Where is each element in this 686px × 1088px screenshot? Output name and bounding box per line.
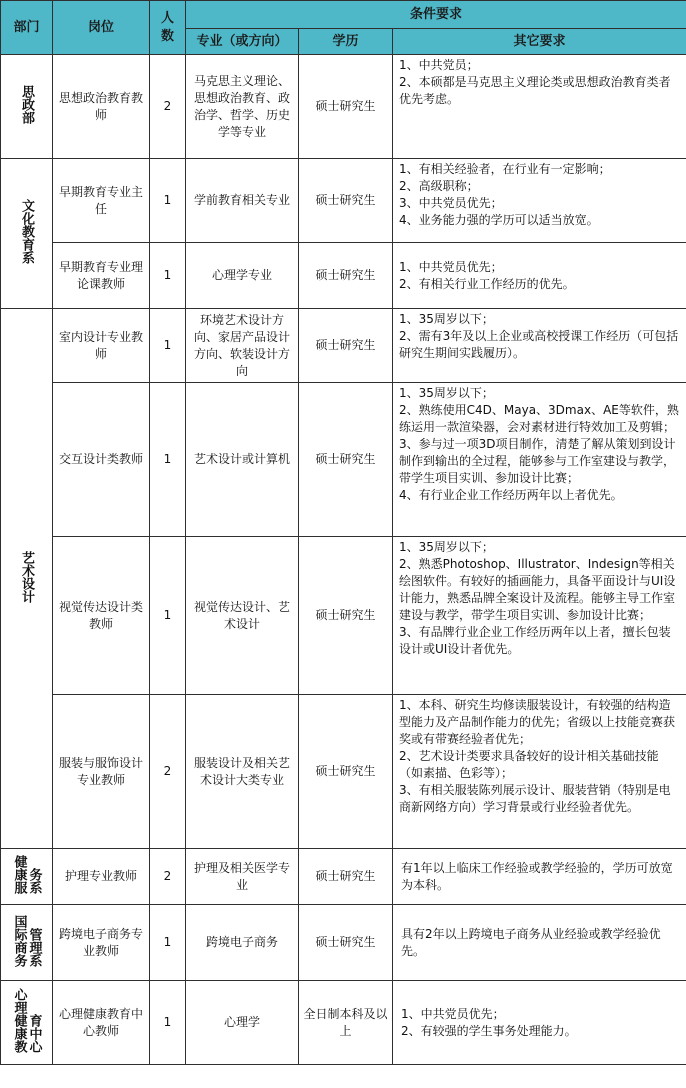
table-row [1,55,686,159]
table-row [1,309,686,383]
count-cell: 1 [150,981,186,1065]
table-row [1,159,686,243]
position-cell: 护理专业教师 [53,849,150,905]
major-cell: 护理及相关医学专业 [186,849,299,905]
requirement-line: 1、35周岁以下； [399,540,494,554]
table-row [1,849,686,905]
header-position: 岗位 [53,1,150,55]
requirement-line: 2、艺术设计类要求具备较好的设计相关基础技能（如素描、色彩等）； [399,749,659,780]
requirement-line: 具有2年以上跨境电子商务从业经验或教学经验优先。 [401,926,661,958]
education-cell: 硕士研究生 [299,55,393,159]
position-cell: 视觉传达设计类教师 [53,537,150,695]
education-cell: 硕士研究生 [299,159,393,243]
requirement-line: 2、有相关行业工作经历的优先。 [399,276,575,291]
education-cell: 硕士研究生 [299,537,393,695]
requirement-line: 1、中共党员优先； [401,1006,505,1021]
major-cell: 心理学专业 [186,243,299,309]
dept-cell [1,309,53,849]
position-cell: 服装与服饰设计专业教师 [53,695,150,849]
requirement-line: 4、业务能力强的学历可以适当放宽。 [399,213,599,227]
requirement-line: 2、需有3年及以上企业或高校授课工作经历（可包括研究生期间实践履历）。 [399,329,679,360]
count-cell: 1 [150,383,186,537]
requirement-line: 3、有品牌行业企业工作经历两年以上者，擅长包装设计或UI设计者优先。 [399,625,671,656]
count-cell: 1 [150,243,186,309]
requirements-cell [393,383,686,537]
dept-label: 思政部 [19,85,34,124]
dept-label-b: 育中心 [26,1014,42,1053]
requirements-cell [393,905,686,981]
header-conditions: 条件要求 [186,1,686,29]
count-cell: 2 [150,849,186,905]
requirement-line: 2、本硕都是马克思主义理论类或思想政治教育类者优先考虑。 [399,75,671,106]
major-cell: 心理学 [186,981,299,1065]
requirement-line: 1、35周岁以下； [399,386,494,400]
position-cell: 思想政治教育教师 [53,55,150,159]
major-cell: 环境艺术设计方向、家居产品设计方向、软装设计方向 [186,309,299,383]
position-cell: 室内设计专业教师 [53,309,150,383]
table-row [1,905,686,981]
education-cell: 硕士研究生 [299,695,393,849]
position-cell: 早期教育专业理论课教师 [53,243,150,309]
requirements-cell [393,309,686,383]
major-cell: 跨境电子商务 [186,905,299,981]
dept-label-a: 国际商务 [11,914,27,967]
requirement-line: 1、中共党员； [399,58,479,72]
requirements-cell [393,981,686,1065]
requirements-cell [393,243,686,309]
header-major: 专业（或方向） [186,29,299,55]
requirement-line: 2、高级职称； [399,179,479,193]
major-cell: 学前教育相关专业 [186,159,299,243]
requirement-line: 3、参与过一项3D项目制作，清楚了解从策划到设计制作到输出的全过程，能够参与工作室建设与教学，带学生项目实训、参加设计比赛； [399,437,676,485]
requirement-line: 2、熟练使用C4D、Maya、3Dmax、AE等软件，熟练运用一款渲染器，会对素材进行特效加工及剪辑； [399,403,679,434]
position-cell: 跨境电子商务专业教师 [53,905,150,981]
requirement-line: 有1年以上临床工作经验或教学经验的，学历可放宽为本科。 [401,860,673,892]
position-cell: 交互设计类教师 [53,383,150,537]
major-cell: 视觉传达设计、艺术设计 [186,537,299,695]
requirement-line: 3、中共党员优先； [399,196,503,210]
dept-label-a: 心理健康教 [11,988,27,1053]
dept-label-a: 健康服 [11,855,27,894]
header-education: 学历 [299,29,393,55]
requirements-cell [393,695,686,849]
table-row [1,981,686,1065]
dept-cell [1,905,53,981]
requirement-line: 2、熟悉Photoshop、Illustrator、Indesign等相关绘图软件。有较好的插画能力，具备平面设计与UI设计能力，熟悉品牌全案设计及流程。能够主导工作室建设与教学，带学生项目实训、参加设计比赛； [399,557,676,622]
requirements-cell [393,537,686,695]
education-cell: 硕士研究生 [299,849,393,905]
count-cell: 1 [150,159,186,243]
table-row [1,383,686,537]
major-cell: 艺术设计或计算机 [186,383,299,537]
major-cell: 马克思主义理论、思想政治教育、政治学、哲学、历史学等专业 [186,55,299,159]
requirements-cell [393,55,686,159]
requirement-line: 3、有相关服装陈列展示设计、服装营销（特别是电商新网络方向）学习背景或行业经验者优先。 [399,783,671,814]
table-row [1,537,686,695]
education-cell: 硕士研究生 [299,905,393,981]
dept-label: 艺术设计 [19,550,34,603]
count-cell: 1 [150,537,186,695]
education-cell: 硕士研究生 [299,243,393,309]
count-cell: 1 [150,309,186,383]
count-cell: 1 [150,905,186,981]
major-cell: 服装设计及相关艺术设计大类专业 [186,695,299,849]
requirement-line: 1、35周岁以下； [399,312,494,326]
count-cell: 2 [150,695,186,849]
requirements-cell [393,849,686,905]
requirement-line: 1、中共党员优先； [399,259,503,274]
dept-cell [1,981,53,1065]
requirements-cell [393,159,686,243]
table-row [1,243,686,309]
dept-cell [1,159,53,309]
dept-cell [1,55,53,159]
dept-label-b: 管理系 [26,927,42,967]
education-cell: 硕士研究生 [299,383,393,537]
position-cell: 早期教育专业主任 [53,159,150,243]
position-cell: 心理健康教育中心教师 [53,981,150,1065]
education-cell: 全日制本科及以上 [299,981,393,1065]
table-row [1,695,686,849]
requirement-line: 2、有较强的学生事务处理能力。 [401,1023,577,1038]
dept-label-b: 务系 [26,868,42,894]
header-dept: 部门 [1,1,53,55]
dept-cell [1,849,53,905]
header-other: 其它要求 [393,29,686,55]
count-cell: 2 [150,55,186,159]
requirement-line: 1、有相关经验者，在行业有一定影响； [399,162,611,176]
dept-label: 文化教育系 [19,199,34,264]
header-count: 人数 [150,1,186,55]
education-cell: 硕士研究生 [299,309,393,383]
requirement-line: 1、本科、研究生均修读服装设计，有较强的结构造型能力及产品制作能力的优先；省级以上技能竞赛获奖或有带赛经验者优先； [399,698,676,746]
requirement-line: 4、有行业企业工作经历两年以上者优先。 [399,488,623,502]
